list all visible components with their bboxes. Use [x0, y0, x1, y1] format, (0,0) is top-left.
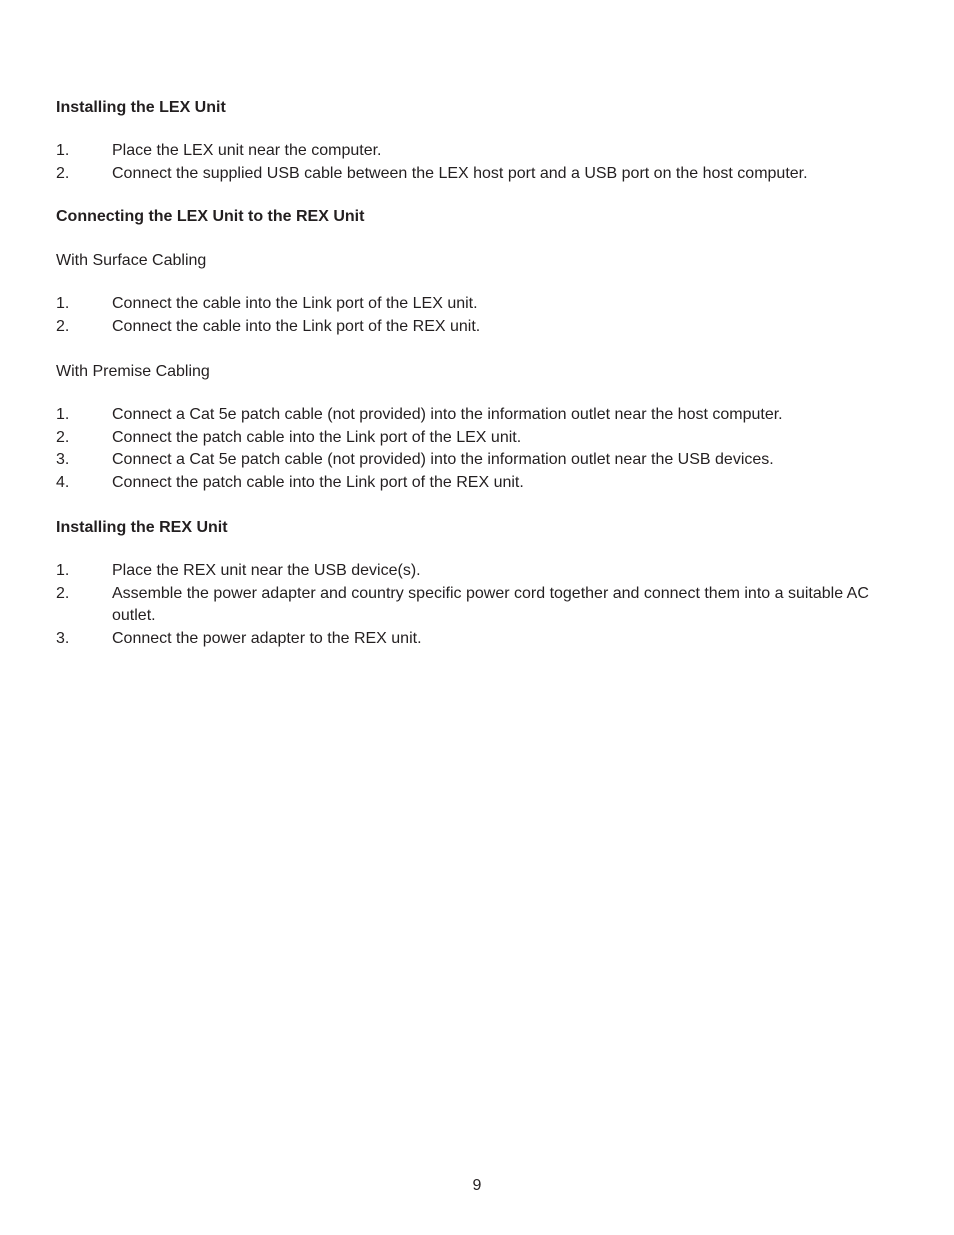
step-text: Connect a Cat 5e patch cable (not provided) into the information outlet near the host computer.	[112, 406, 783, 423]
list-item	[56, 583, 916, 628]
step-number: 2.	[56, 584, 70, 602]
subheading-surface-cabling: With Surface Cabling	[56, 252, 207, 269]
step-text: Connect the supplied USB cable between the LEX host port and a USB port on the host computer.	[112, 164, 808, 182]
steps-installing-lex	[56, 140, 916, 185]
subheading-premise-cabling: With Premise Cabling	[56, 363, 210, 380]
step-text: Connect the patch cable into the Link port of the REX unit.	[112, 473, 524, 491]
steps-surface-cabling	[56, 293, 916, 338]
list-item	[56, 404, 916, 427]
step-number: 2.	[56, 164, 70, 182]
step-text: Connect the cable into the Link port of the REX unit.	[112, 317, 481, 335]
step-text: Connect the cable into the Link port of the LEX unit.	[112, 295, 478, 312]
page-number: 9	[472, 1177, 482, 1194]
step-number: 4.	[56, 473, 70, 491]
step-text: Place the LEX unit near the computer.	[112, 142, 382, 159]
step-number: 2.	[56, 428, 70, 446]
step-number: 3.	[56, 451, 70, 468]
list-item	[56, 140, 916, 163]
section-heading-installing-rex: Installing the REX Unit	[56, 519, 228, 536]
list-item	[56, 560, 916, 583]
step-text: Connect the patch cable into the Link port of the LEX unit.	[112, 428, 522, 446]
step-number: 1.	[56, 295, 70, 312]
section-heading-installing-lex: Installing the LEX Unit	[56, 99, 226, 116]
step-number: 1.	[56, 562, 70, 579]
section-heading-connecting: Connecting the LEX Unit to the REX Unit	[56, 208, 365, 225]
list-item	[56, 472, 916, 495]
step-text: Assemble the power adapter and country specific power cord together and connect them into a suitable AC outlet.	[112, 584, 869, 624]
step-number: 2.	[56, 317, 70, 335]
step-number: 1.	[56, 142, 70, 159]
document-body	[56, 96, 916, 650]
list-item	[56, 316, 916, 339]
step-text: Connect a Cat 5e patch cable (not provided) into the information outlet near the USB devices.	[112, 451, 774, 468]
list-item	[56, 163, 916, 186]
steps-premise-cabling	[56, 404, 916, 494]
step-text: Place the REX unit near the USB device(s).	[112, 562, 421, 579]
list-item	[56, 449, 916, 472]
steps-installing-rex	[56, 560, 916, 650]
step-number: 3.	[56, 629, 70, 647]
list-item	[56, 427, 916, 450]
list-item	[56, 628, 916, 651]
list-item	[56, 293, 916, 316]
step-text: Connect the power adapter to the REX unit.	[112, 629, 422, 647]
step-number: 1.	[56, 406, 70, 423]
